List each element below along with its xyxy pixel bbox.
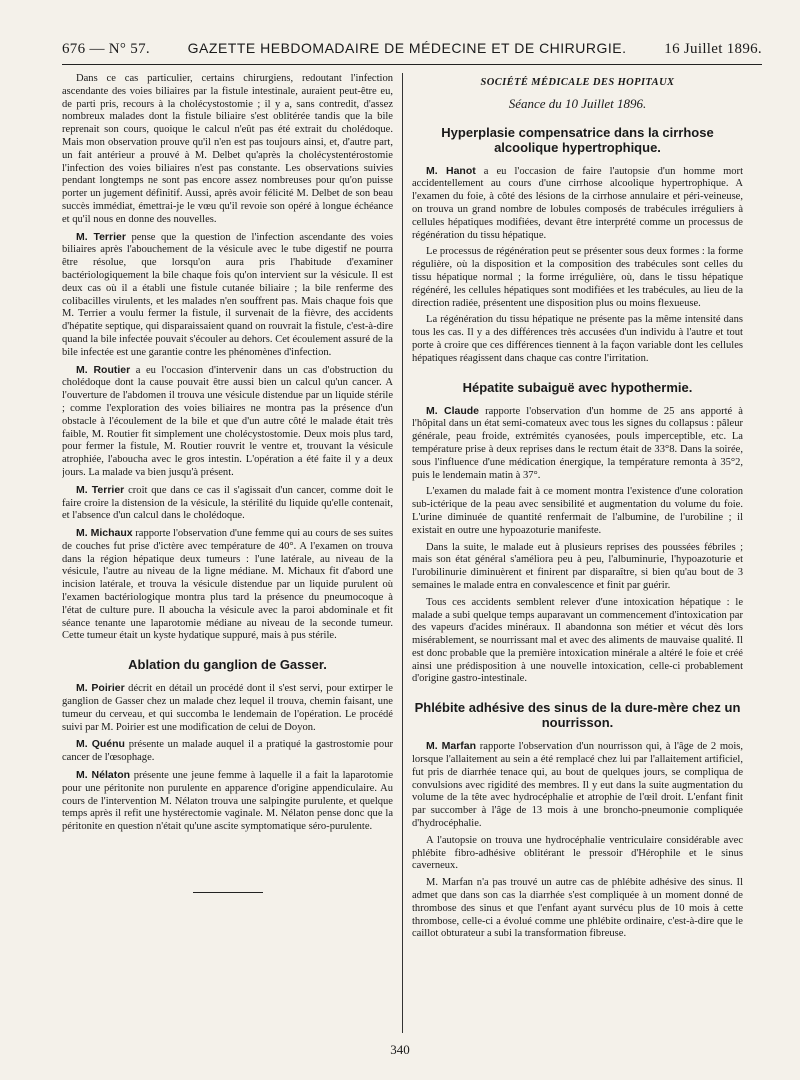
- speaker-name: M. Michaux: [76, 527, 133, 540]
- paragraph: L'examen du malade fait à ce moment montra l'existence d'une coloration sub-ictérique de la peau avec sensibilité et augmentation du volume du foie. L'urine diminuée de quantité renfermait de l'albumine, de l'urobiline ; il existait en outre une hypoazoturie manifeste.: [412, 486, 743, 536]
- journal-title: GAZETTE HEBDOMADAIRE DE MÉDECINE ET DE CHIRURGIE.: [187, 40, 627, 56]
- paragraph: Tous ces accidents semblent relever d'une intoxication hépatique : le malade a subi quelque temps auparavant un commencement d'intoxication par des vapeurs d'acides minéraux. Il abandonna son métier et vécut dès lors misérablement, se nourrissant mal et avec des aliments de mauvaise qualité. Il est donc probable que la première intoxication minérale a altéré le foie et créé ainsi une prédisposition à une nouvelle intoxication, celle-ci probablement d'origine gastro-intestinale.: [412, 596, 743, 685]
- paragraph: [62, 682, 393, 734]
- paragraph-text: a eu l'occasion d'intervenir dans un cas d'obstruction du cholédoque dont la cause pouvait être aussi bien un calcul qu'un cancer. A l'ouverture de l'abdomen il trouva une vésicule distendue par un liquide stérile ; comme l'exploration des voies biliaires ne montra pas la présence d'un obstacle à l'écoulement de la bile et que d'un autre côté le malade était très faible, M. Routier fit simplement une cholécystostomie. Deux mois plus tard, pour fermer la fistule, M. Routier rouvrit le ventre et, trouvant la vésicule atrophiée, l'aboucha avec le gros intestin. L'opération a été faite il y a deux jours. La malade va bien jusqu'à présent.: [62, 364, 393, 478]
- paragraph: [412, 740, 743, 831]
- paragraph-text: croit que dans ce cas il s'agissait d'un cancer, comme doit le faire croire la distension de la vésicule, la stérilité du liquide qu'elle contenait, et l'absence d'un calcul dans le cholédoque.: [62, 484, 393, 522]
- speaker-name: M. Nélaton: [76, 769, 131, 782]
- left-column: [62, 73, 402, 1033]
- speaker-name: M. Claude: [426, 404, 480, 417]
- paragraph-text: a eu l'occasion de faire l'autopsie d'un homme mort accidentellement au cours d'une cirrhose alcoolique hypertrophique. A l'examen du foie, à côté des lésions de la cirrhose annulaire et péri-veineuse, on trouva un grand nombre de lobules composés de trabécules irréguliers à cellules hépatiques modifiées, devant être interprété comme un processus de régénération du tissu hépatique.: [412, 165, 743, 241]
- paragraph: [62, 769, 393, 834]
- society-heading: SOCIÉTÉ MÉDICALE DES HOPITAUX: [480, 77, 675, 88]
- paragraph: [62, 231, 393, 360]
- paragraph-text: présente une jeune femme à laquelle il a fait la laparotomie pour une péritonite non purulente en apparence d'origine appendiculaire. Au cours de l'intervention M. Nélaton trouva une salpingite purulente, et quelque temps après il refit une hystérectomie vaginale. M. Nélaton pense donc que la péritonite en question n'était qu'une ascite symptomatique séro-purulente.: [62, 770, 393, 833]
- speaker-name: M. Routier: [76, 363, 131, 376]
- paragraph-text: rapporte l'observation d'une femme qui au cours de ses suites de couches fut prise d'ictère avec température de 40°. A l'examen on trouva dans la région hépatique deux tumeurs : l'une latérale, au niveau de la vésicule, l'autre au niveau de la ligne médiane. M. Michaux fit d'abord une incision latérale, et trouva la vésicule distendue par un liquide purulent où l'examen bactériologique montra plus tard la présence du pneumocoque à l'état de culture pure. Il aboucha la vésicule avec la paroi abdominale et fit séance tenante une laparotomie médiane au niveau de la seconde tumeur. Cette tumeur était un kyste hydatique suppuré, mais à pus stérile.: [62, 528, 394, 642]
- paragraph: [62, 527, 393, 643]
- paragraph: M. Marfan n'a pas trouvé un autre cas de phlébite adhésive des sinus. Il admet que dans son cas la diarrhée s'est compliquée à un moment donné de thrombose des sinus et que l'enfant ayant survécu plus de 10 mois à cette thrombose, celle-ci a évolué comme une phlébite ordinaire, c'est-à-dire que le caillot obturateur a subi la transformation fibreuse.: [412, 877, 743, 940]
- paragraph: [62, 364, 393, 480]
- paragraph: Le processus de régénération peut se présenter sous deux formes : la forme régulière, où la disposition et la composition des trabécules sont celles du tissu hépatique normal ; la forme irrégulière, où, dans le tissu hépatique régénéré, les cellules hépatiques sont modifiées et les trabécules, au lieu de la direction radiée, présentent une disposition plus ou moins flexueuse.: [412, 246, 743, 309]
- section-heading-cirrhose: Hyperplasie compensatrice dans la cirrhose alcoolique hypertrophique.: [441, 124, 714, 155]
- header-page-number: 676 — N° 57.: [62, 41, 150, 57]
- end-rule: [193, 892, 263, 893]
- paragraph-text: présente un malade auquel il a pratiqué la gastrostomie pour cancer de l'œsophage.: [62, 739, 393, 764]
- paragraph: [62, 484, 393, 523]
- paragraph: Dans la suite, le malade eut à plusieurs reprises des poussées fébriles ; mais son état général s'améliora peu à peu, l'albuminurie, l'hypoazoturie et l'urobilinurie diminuèrent et finirent par disparaître, si bien qu'au bout de 3 semaines le malade entra en convalescence et finit par guérir.: [412, 541, 743, 591]
- paragraph-text: rapporte l'observation d'un nourrisson qui, à l'âge de 2 mois, lorsque l'allaitement au sein a été remplacé chez lui par l'allaitement artificiel, fut pris de diarrhée tenace qui, au bout de quelques jours, se compliqua de convulsions avec rigidité des membres. Il y eut dans la suite augmentation du volume de la tête avec hydrocéphalie et atrophie de l'œil droit. L'enfant finit par succomber à l'âge de 13 mois à une broncho-pneumonie compliquée d'hydrocéphalie.: [412, 741, 743, 830]
- paragraph: La régénération du tissu hépatique ne présente pas la même intensité dans tous les cas. Il y a des différences très accusées d'un individu à l'autre et tout porte à croire que ces différences tiennent à la façon variable dont les cellules hépatiques réagissent dans chaque cas contre l'irritation.: [412, 314, 743, 364]
- page-folio: 340: [390, 1042, 410, 1057]
- paragraph-text: pense que la question de l'infection ascendante des voies biliaires après l'abouchement de la vésicule avec le tube digestif ne pourra être résolue, que lorsqu'on aura pris l'habitude d'examiner bactériologiquement la bile chaque fois qu'on intervient sur la vésicule. Il est deux cas où il a établi une fistule cutanée biliaire ; la bile renferme des colibacilles virulents, et les malades n'en souffrent pas. Mais chaque fois que M. Terrier a voulu fermer la fistule, il survenait de la fièvre, des accidents d'hépatite septique, qui disparaissaient quand on rouvrait la fistule, c'est-à-dire quand la bile infectée pouvait s'écouler au dehors. Cet écoulement assuré de la bile infectée est une garantie contre les phénomènes d'infection.: [62, 231, 393, 358]
- paragraph: Dans ce cas particulier, certains chirurgiens, redoutant l'infection ascendante des voies biliaires par la fistule intestinale, auraient peut-être eu, de parti pris, recours à la cholécystostomie ; il y a, sans contredit, d'assez nombreux malades dont la fistule biliaire s'est oblitérée tandis que la bile reprenait son cours, quoique le calcul n'eût pas été extrait du cholédoque. Mais mon observation prouve qu'il n'en est pas toujours ainsi, et, d'autre part, un fait antérieur a prouvé à M. Delbet qu'après la cholécystentérostomie l'infection des voies biliaires n'est pas constante. Les observations suivies pendant longtemps ne sont pas encore assez nombreuses pour qu'on puisse porter un jugement définitif. Aussi, après avoir félicité M. Delbet de son beau succès immédiat, émettrai-je le vœu qu'il revoie son opéré à longue échéance et qu'il nous en donne des nouvelles.: [62, 73, 393, 225]
- header-date: 16 Juillet 1896.: [664, 41, 762, 57]
- right-column: [402, 73, 743, 1033]
- paragraph: [412, 165, 743, 243]
- speaker-name: M. Hanot: [426, 164, 476, 177]
- running-header: [62, 40, 762, 65]
- paragraph-text: rapporte l'observation d'un homme de 25 ans apporté à l'hôpital dans un état semi-comateux avec tous les signes du collapsus : pâleur générale, peau froide, extrémités cyanosées, pouls imperceptible, etc. La température prise à deux reprises dans le rectum était de 33°8. Dans la soirée, sous l'influence d'une médication énergique, la température remonta à 35°2, puis le lendemain matin à 37°.: [412, 405, 743, 481]
- paragraph: A l'autopsie on trouva une hydrocéphalie ventriculaire considérable avec phlébite fibro-adhésive oblitérant le pressoir d'Hérophile et le sinus caverneux.: [412, 834, 743, 872]
- two-column-body: [62, 73, 762, 1033]
- section-heading-hepatite: Hépatite subaiguë avec hypothermie.: [462, 379, 693, 395]
- speaker-name: M. Terrier: [76, 483, 125, 496]
- paragraph-text: décrit en détail un procédé dont il s'est servi, pour extirper le ganglion de Gasser chez un malade chez lequel il trouva, chemin faisant, une tumeur du cerveau, et qui succomba le lendemain de l'opération. Le procédé suivi par M. Poirier est une modification de celui de Doyon.: [62, 683, 393, 733]
- paragraph: [412, 405, 743, 483]
- session-date: Séance du 10 Juillet 1896.: [508, 95, 647, 111]
- speaker-name: M. Quénu: [76, 738, 125, 751]
- speaker-name: M. Marfan: [426, 740, 477, 753]
- speaker-name: M. Poirier: [76, 682, 125, 695]
- speaker-name: M. Terrier: [76, 230, 126, 243]
- section-heading-gasser: Ablation du ganglion de Gasser.: [128, 657, 327, 673]
- paragraph: [62, 738, 393, 765]
- section-heading-phlebite: Phlébite adhésive des sinus de la dure-mère chez un nourrisson.: [414, 700, 741, 731]
